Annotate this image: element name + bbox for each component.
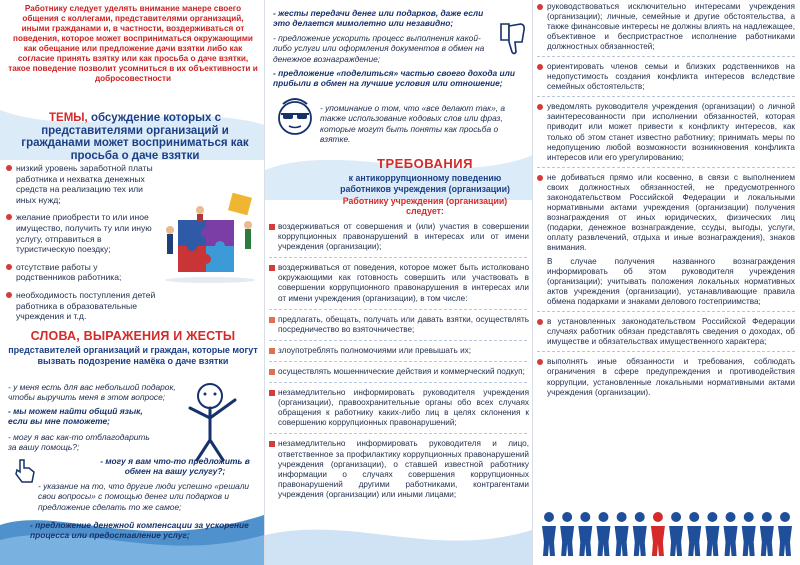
list-item: отсутствие работы у родственников работника; [6, 262, 156, 283]
phrase-item: - упоминание о том, что «все делают так», а также использование кодовых слов или фраз, которые могут быть поняты как просьба о взятке. [320, 103, 506, 145]
requirements-title: ТРЕБОВАНИЯ [377, 156, 473, 171]
divider [269, 382, 529, 383]
pointing-hand-icon [14, 458, 36, 484]
list-item: ориентировать членов семьи и близких родственников на недопустимость создания конфликта интересов вследствие семейных обстоятельств; [537, 62, 795, 92]
puzzle-people-illustration [160, 190, 260, 285]
phrase-item: - предложение «поделиться» частью своего дохода или прибыли в обмен на лучшие условия или отношение; [273, 68, 515, 89]
person-figure-icon [778, 512, 792, 556]
people-row-illustration [539, 510, 795, 558]
gesturing-person-illustration [165, 378, 255, 463]
requirements-list-continued [537, 2, 795, 402]
list-item: осуществлять мошеннические действия и коммерческий подкуп; [269, 367, 529, 377]
requirements-heading [325, 156, 525, 216]
column-middle [265, 0, 533, 565]
person-figure-icon [615, 512, 629, 556]
intro-text: Работнику следует уделять внимание манере своего общения с коллегами, представителями организаций, иными гражданами и, в частности, воздерживаться от поведения, которое может восприниматься окружающими как обещание или предложение дачи взятки либо как согласие принять взятку или как просьба о даче взятки, такое поведение позволит усомниться в их объективности и добросовестности [8, 4, 258, 83]
themes-heading [20, 112, 250, 162]
themes-heading-red: ТЕМЫ, [49, 112, 88, 124]
divider [537, 351, 795, 352]
requirements-list [269, 222, 529, 505]
words-title: СЛОВА, ВЫРАЖЕНИЯ И ЖЕСТЫ [30, 329, 236, 343]
list-item: незамедлительно информировать руководителя и лицо, ответственное за профилактику коррупционных правонарушений учреждения (организации), о ставшей известной работнику информации о случаях совершения коррупционных правонарушений другими работниками, контрагентами учреждения (организации) или иными лицами; [269, 439, 529, 500]
list-item: уведомлять руководителя учреждения (организации) о личной заинтересованности при исполнении обязанностей, которая приводит или может привести к конфликту интересов, как только об этом станет известно работнику; принимать меры по недопущению любой возможности возникновения конфликта интересов или его урегулированию; [537, 102, 795, 162]
paragraph: В случае получения названного вознаграждения информировать об этом руководителя учреждения (организации); учитывать положения локальных нормативных актов учреждения (организации), устанавливающие правила обмена подарками и знаками делового гостеприимства; [547, 257, 795, 307]
list-item: незамедлительно информировать руководителя учреждения (организации), правоохранительные органы обо всех случаях обращения к работнику каких-либо лиц в целях склонения к совершению коррупционных правонарушений; [269, 388, 529, 428]
list-item: выполнять иные обязанности и требования, соблюдать ограничения в сфере предупреждения и противодействия коррупции, установленные локальными нормативными актами учреждения (организации). [537, 357, 795, 397]
person-figure-icon [633, 512, 647, 556]
person-figure-icon [705, 512, 719, 556]
words-subtitle: представителей организаций и граждан, которые могут вызвать подозрение намёка о даче взятки [8, 345, 258, 366]
phrase-item: - могу я вам что-то предложить в обмен на вашу услугу?; [100, 456, 250, 477]
requirements-subtitle: к антикоррупционному поведению работников учреждения (организации) [340, 173, 510, 194]
list-item: не добиваться прямо или косвенно, в связи с выполнением своих должностных обязанностей, не предусмотренного законодательством Российской Федерации и локальными нормативными актами учреждения (организации) получения вознаграждения от иных юридических, физических лиц (подарки, денежное вознаграждение, ссуды, выгоды, услуги, оплату развлечений, отдыха и иные вознаграждения), знаков внимания. [537, 173, 795, 253]
person-figure-icon [651, 512, 665, 556]
phrase-item: - могу я вас как-то отблагодарить за вашу помощь?; [8, 432, 150, 453]
phrase-item: - предложение ускорить процесс выполнения какой-либо услуги или оформления документов в обмен на денежное вознаграждение; [273, 33, 485, 64]
list-item: желание приобрести то или иное имущество, получить ту или иную услугу, отправиться в туристическую поездку; [6, 212, 156, 254]
divider [537, 311, 795, 312]
phrase-item: - жесты передачи денег или подарков, даже если это делается мимолетно или незавидно; [273, 8, 484, 29]
list-item: предлагать, обещать, получать или давать взятки, осуществлять посредничество во взяточничестве; [269, 315, 529, 335]
decorative-wave [265, 495, 532, 565]
phrase-item: - указание на то, что другие люди успешно «решали свои вопросы» с помощью денег или подарков и предложение сделать то же самое; [38, 481, 250, 512]
list-item: низкий уровень заработной платы работника и нехватка денежных средств на реализацию тех или иных нужд; [6, 163, 156, 205]
thumbs-down-icon [497, 20, 527, 56]
sunglasses-face-icon [275, 96, 315, 141]
requirements-lead: Работнику учреждения (организации) следует: [342, 196, 508, 216]
divider [269, 433, 529, 434]
themes-heading-rest: обсуждение которых с представителями организаций и гражданами может восприниматься как просьба о даче взятки [21, 112, 249, 162]
person-figure-icon [669, 512, 683, 556]
list-item: необходимость поступления детей работника в образовательные учреждения и т.д. [6, 290, 156, 322]
column-right [533, 0, 800, 565]
person-figure-icon [560, 512, 574, 556]
divider [537, 96, 795, 97]
divider [269, 257, 529, 258]
person-figure-icon [760, 512, 774, 556]
list-item: злоупотреблять полномочиями или превышать их; [269, 346, 529, 356]
phrase-item: - мы можем найти общий язык, если вы мне поможете; [8, 406, 143, 427]
divider [537, 167, 795, 168]
person-figure-icon [542, 512, 556, 556]
list-item: в установленных законодательством Российской Федерации случаях работник обязан представлять сведения о доходах, об имуществе и обязательствах имущественного характера; [537, 317, 795, 347]
divider [269, 340, 529, 341]
divider [537, 56, 795, 57]
person-figure-icon [687, 512, 701, 556]
themes-list [6, 163, 156, 329]
column-left [0, 0, 265, 565]
person-figure-icon [742, 512, 756, 556]
phrase-item: - предложение денежной компенсации за ускорение процесса или предоставление услуг; [30, 520, 249, 541]
divider [269, 361, 529, 362]
person-figure-icon [724, 512, 738, 556]
phrase-item: - у меня есть для вас небольшой подарок, чтобы выручить меня в этом вопросе; [8, 382, 176, 403]
list-item: воздерживаться от поведения, которое может быть истолковано окружающими как готовность совершить или участвовать в совершении коррупционного правонарушения в интересах или от имени учреждения (организации), в том числе: [269, 263, 529, 303]
words-heading [8, 329, 258, 367]
list-item: воздерживаться от совершения и (или) участия в совершении коррупционных правонарушений в интересах или от имени учреждения (организации); [269, 222, 529, 252]
person-figure-icon [578, 512, 592, 556]
person-figure-icon [596, 512, 610, 556]
divider [269, 309, 529, 310]
list-item: руководствоваться исключительно интересами учреждения (организации); личные, семейные и другие обстоятельства, а также финансовые интересы не должны влиять на надлежащее, объективное и беспристрастное исполнение работниками должностных обязанностей; [537, 2, 795, 52]
